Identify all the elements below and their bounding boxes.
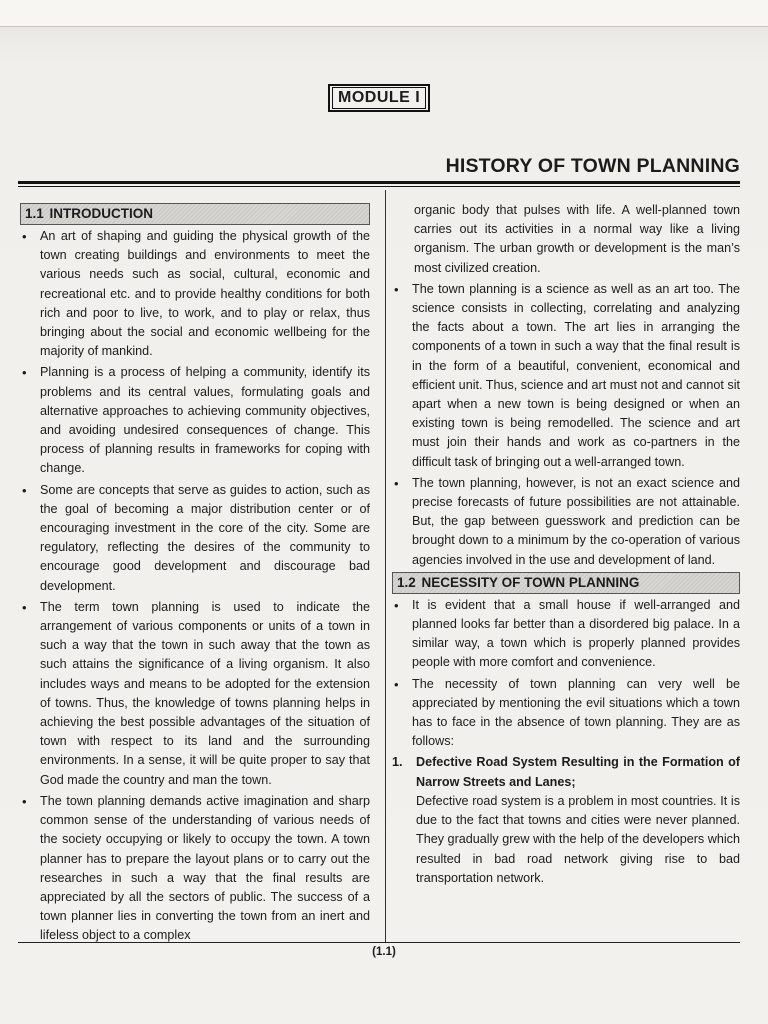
- list-item: • The term town planning is used to indicate the arrangement of various components or units of a town in such a way that the town in such away that the town as such attains the significance of a living organism. It also includes ways and means to be adopted for the extension of towns. Thus, the knowledge of towns planning helps in achieving the best possible advantages of the situation of town with respect to its land and the surrounding environments. In a sense, it will be quite proper to say that God made the country and man the town.: [20, 598, 370, 790]
- left-column: [20, 203, 370, 948]
- intro-bullet-list: [20, 227, 370, 946]
- list-item: • The town planning is a science as well as an art too. The science consists in collecting, correlating and analyzing the facts about a town. The art lies in arranging the components of a town in such a way that the final result is in the form of a beautiful, convenient, economical and efficient unit. Thus, science and art must not and cannot sit apart when a new town is being designed or when an existing town is being remodelled. The science and art must join their hands and work as co-partners in the difficult task of bringing out a well-arranged town.: [392, 280, 740, 472]
- section-heading-introduction: [20, 203, 370, 225]
- numbered-body: Defective road system is a problem in most countries. It is due to the fact that towns and cities were never planned. They gradually grew with the help of the developers which resulted in bad road network giving rise to bad transportation network.: [416, 793, 740, 885]
- list-item: • It is evident that a small house if well-arranged and planned looks far better than a disordered big palace. In a similar way, a town which is properly planned provides people with more comfort and convenience.: [392, 596, 740, 673]
- footer-rule: [18, 942, 740, 943]
- chapter-title: HISTORY OF TOWN PLANNING: [445, 155, 740, 177]
- column-divider: [385, 190, 386, 942]
- item-number: 1.: [392, 755, 403, 770]
- section-number: 1.1: [25, 206, 44, 221]
- numbered-heading: [392, 753, 740, 791]
- list-item: • Planning is a process of helping a community, identify its problems and its central values, formulating goals and alternative approaches to achieving community objectives, and avoiding undesired consequences of change. This process of planning results in frameworks for coping with change.: [20, 363, 370, 478]
- page-number: (1.1): [372, 946, 396, 958]
- continued-paragraph: [392, 201, 740, 278]
- list-item: • The necessity of town planning can very well be appreciated by mentioning the evil situations which a town has to face in the absence of town planning. They are as follows:: [392, 675, 740, 752]
- right-column: [392, 201, 740, 888]
- section-number: 1.2: [397, 574, 416, 590]
- necessity-bullet-list: [392, 596, 740, 752]
- numbered-heading-text: Defective Road System Resulting in the Formation of Narrow Streets and Lanes;: [416, 755, 740, 789]
- section-title: NECESSITY OF TOWN PLANNING: [421, 574, 640, 590]
- paragraph: organic body that pulses with life. A well-planned town carries out its activities in a normal way like a living organism. The urban growth or development is the man’s most civilized creation.: [414, 203, 740, 275]
- intro-bullet-list-continued: [392, 280, 740, 570]
- section-title: INTRODUCTION: [49, 206, 154, 221]
- title-rule-thin: [18, 186, 740, 187]
- list-item: • An art of shaping and guiding the physical growth of the town creating buildings and environments to meet the various needs such as social, cultural, economic and recreational etc. and to provide healthy conditions for both rich and poor to live, to work, and to play or relax, thus bringing about the social and economic wellbeing for the majority of mankind.: [20, 227, 370, 361]
- scan-top-edge: [0, 0, 768, 27]
- list-item: • The town planning demands active imagination and sharp common sense of the understanding of various needs of the society occupying or likely to occupy the town. A town planner has to prepare the layout plans or to carry out the researches in such a way that the final results are appreciated by all the sectors of public. The success of a town planner lies in converting the town from an inert and lifeless object to a complex: [20, 792, 370, 946]
- list-item: • Some are concepts that serve as guides to action, such as the goal of becoming a major distribution center or of encouraging investment in the core of the city. Some are regulatory, reflecting the desires of the community to encourage good development and discourage bad development.: [20, 481, 370, 596]
- module-label-box: [328, 84, 430, 112]
- module-label: MODULE I: [332, 87, 426, 109]
- section-heading-necessity: [392, 572, 740, 594]
- title-rule-thick: [18, 181, 740, 184]
- list-item: • The town planning, however, is not an exact science and precise forecasts of future possibilities are not attainable. But, the gap between guesswork and prediction can be brought down to a minimum by the co-operation of various agencies involved in the use and development of land.: [392, 474, 740, 570]
